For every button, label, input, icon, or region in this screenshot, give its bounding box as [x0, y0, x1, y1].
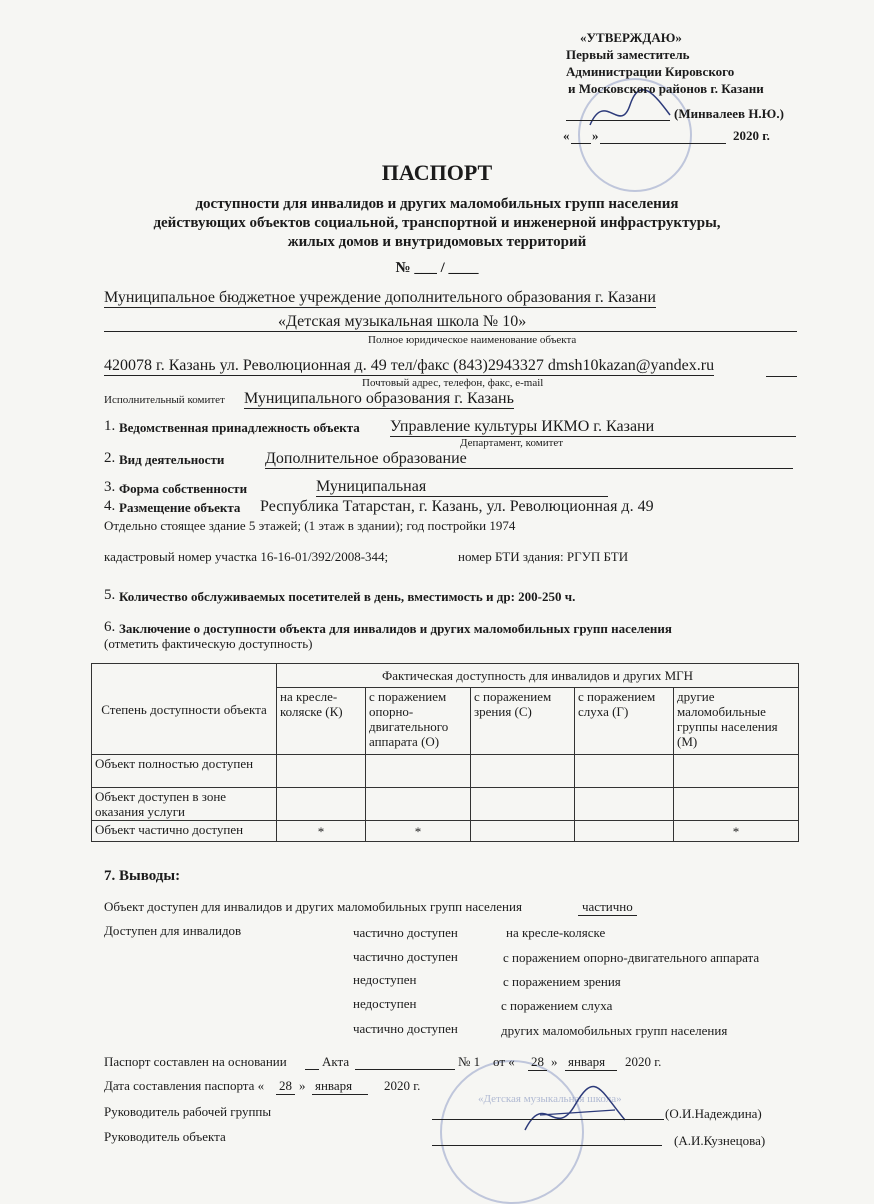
section-6-label: Заключение о доступности объекта для инвалидов и других маломобильных групп населения	[119, 621, 672, 636]
org-name-caption: Полное юридическое наименование объекта	[368, 334, 577, 346]
column-header-musculoskeletal: с поражением опорно-двигательного аппарата (О)	[366, 688, 471, 755]
table-cell	[575, 821, 674, 842]
compile-date-label: Дата составления паспорта «	[104, 1078, 265, 1093]
approval-position-1: Первый заместитель	[566, 47, 690, 62]
row-label: Объект доступен в зоне оказания услуги	[92, 788, 277, 821]
committee-label: Исполнительный комитет	[104, 394, 225, 406]
approval-position-2: Администрации Кировского	[566, 64, 735, 79]
passport-number: № ___ / ____	[395, 260, 479, 276]
object-head-label: Руководитель объекта	[104, 1129, 226, 1144]
section-2-rule	[265, 468, 793, 469]
basis-doc: Акта	[322, 1054, 350, 1069]
approval-date-quote-open: «	[563, 128, 570, 143]
basis-label: Паспорт составлен на основании	[104, 1054, 287, 1069]
basis-number: № 1	[458, 1054, 481, 1069]
table-corner-header: Степень доступности объекта	[92, 664, 277, 755]
subtitle-line-2: действующих объектов социальной, транспортной и инженерной инфраструктуры,	[153, 215, 721, 231]
row-label: Объект полностью доступен	[92, 755, 277, 788]
section-3-number: 3.	[104, 479, 116, 495]
group-head-label: Руководитель рабочей группы	[104, 1104, 272, 1119]
approval-title: «УТВЕРЖДАЮ»	[580, 30, 682, 45]
section-4-label: Размещение объекта	[119, 500, 241, 515]
org-address: 420078 г. Казань ул. Революционная д. 49 тел/факс (843)2943327 dmsh10kazan@yandex.ru	[104, 357, 715, 374]
column-header-vision: с поражением зрения (С)	[471, 688, 575, 755]
accessibility-table	[91, 663, 799, 842]
page-title: ПАСПОРТ	[381, 160, 493, 185]
section-3-rule	[316, 496, 608, 497]
column-header-other-groups: другие маломобильные группы населения (М)	[674, 688, 799, 755]
compile-date-year: 2020 г.	[384, 1078, 421, 1093]
section-4-detail: Отдельно стоящее здание 5 этажей; (1 этаж в здании); год постройки 1974	[104, 518, 516, 533]
conclusions-summary-label: Объект доступен для инвалидов и других маломобильных групп населения	[104, 899, 522, 914]
table-cell: *	[277, 821, 366, 842]
approval-month-line	[600, 143, 726, 144]
column-header-hearing: с поражением слуха (Г)	[575, 688, 674, 755]
table-row	[92, 755, 799, 788]
conclusion-group: с поражением зрения	[503, 974, 621, 989]
conclusion-group: на кресле-коляске	[506, 925, 606, 940]
org-name-line-2: «Детская музыкальная школа № 10»	[278, 313, 527, 330]
conclusion-status: недоступен	[353, 996, 417, 1011]
basis-month: января	[565, 1054, 617, 1071]
section-4-value: Республика Татарстан, г. Казань, ул. Революционная д. 49	[260, 498, 654, 515]
approval-year: 2020 г.	[733, 128, 770, 143]
table-row	[92, 821, 799, 842]
school-stamp-text: «Детская музыкальная школа»	[478, 1093, 622, 1105]
section-5-number: 5.	[104, 587, 116, 603]
conclusion-group: с поражением слуха	[501, 998, 613, 1013]
conclusion-group: с поражением опорно-двигательного аппарата	[503, 950, 760, 965]
compile-date-month: января	[312, 1078, 368, 1095]
group-head-signature-line	[432, 1119, 664, 1120]
basis-doc-rule	[355, 1069, 455, 1070]
basis-from: от «	[493, 1054, 515, 1069]
table-header-row	[92, 664, 799, 688]
table-cell	[674, 755, 799, 788]
conclusion-status: частично доступен	[353, 949, 458, 964]
conclusion-status: частично доступен	[353, 925, 458, 940]
table-cell	[575, 755, 674, 788]
section-1-label: Ведомственная принадлежность объекта	[119, 420, 360, 435]
footer-signature	[520, 1085, 630, 1145]
section-1-rule	[390, 436, 796, 437]
section-3-value: Муниципальная	[316, 478, 427, 495]
table-cell: *	[366, 821, 471, 842]
section-6-note: (отметить фактическую доступность)	[104, 636, 313, 651]
approval-date-quote-close: »	[592, 128, 599, 143]
org-name-line-2-rule	[104, 331, 797, 332]
conclusion-status: частично доступен	[353, 1021, 458, 1036]
committee-value: Муниципального образования г. Казань	[244, 390, 514, 407]
table-cell	[277, 755, 366, 788]
conclusions-summary-value: частично	[578, 899, 637, 916]
column-header-wheelchair: на кресле-коляске (К)	[277, 688, 366, 755]
row-label: Объект частично доступен	[92, 821, 277, 842]
table-group-header: Фактическая доступность для инвалидов и других МГН	[277, 664, 799, 688]
section-2-label: Вид деятельности	[119, 452, 225, 467]
disabled-access-label: Доступен для инвалидов	[104, 923, 242, 938]
approval-signature-line	[566, 120, 670, 121]
approval-day-line	[571, 143, 591, 144]
org-address-caption: Почтовый адрес, телефон, факс, e-mail	[362, 377, 544, 389]
basis-year: 2020 г.	[625, 1054, 662, 1069]
approval-position-3: и Московского районов г. Казани	[568, 81, 764, 96]
table-cell	[674, 788, 799, 821]
subtitle-line-1: доступности для инвалидов и других маломобильных групп населения	[195, 196, 679, 212]
table-cell	[575, 788, 674, 821]
org-address-rule-end	[766, 376, 797, 377]
table-cell	[471, 788, 575, 821]
section-6-number: 6.	[104, 619, 116, 635]
conclusion-status: недоступен	[353, 972, 417, 987]
section-2-value: Дополнительное образование	[265, 450, 467, 467]
table-cell	[471, 755, 575, 788]
table-cell	[366, 755, 471, 788]
cadastral-number: кадастровый номер участка 16-16-01/392/2008-344;	[104, 549, 389, 564]
approval-signer: (Минвалеев Н.Ю.)	[674, 106, 784, 121]
basis-close: »	[551, 1054, 558, 1069]
table-cell: *	[674, 821, 799, 842]
table-row	[92, 788, 799, 821]
section-2-number: 2.	[104, 450, 116, 466]
section-3-label: Форма собственности	[119, 481, 248, 496]
table-cell	[471, 821, 575, 842]
conclusions-title: 7. Выводы:	[104, 868, 181, 884]
subtitle-line-3: жилых домов и внутридомовых территорий	[287, 234, 587, 250]
basis-doc-rule-lead	[305, 1069, 319, 1070]
object-head-name: (А.И.Кузнецова)	[674, 1133, 766, 1148]
bti-number: номер БТИ здания: РГУП БТИ	[458, 549, 629, 564]
compile-date-close: »	[299, 1078, 306, 1093]
section-1-caption: Департамент, комитет	[460, 437, 564, 449]
section-4-number: 4.	[104, 498, 116, 514]
group-head-name: (О.И.Надеждина)	[665, 1106, 762, 1121]
section-1-value: Управление культуры ИКМО г. Казани	[390, 418, 655, 435]
section-1-number: 1.	[104, 418, 116, 434]
section-5-label: Количество обслуживаемых посетителей в день, вместимость и др: 200-250 ч.	[119, 589, 576, 604]
compile-date-day: 28	[276, 1078, 295, 1095]
table-cell	[277, 788, 366, 821]
table-cell	[366, 788, 471, 821]
conclusion-group: других маломобильных групп населения	[501, 1023, 728, 1038]
org-name-line-1: Муниципальное бюджетное учреждение дополнительного образования г. Казани	[104, 289, 656, 306]
basis-day: 28	[528, 1054, 547, 1071]
object-head-signature-line	[432, 1145, 662, 1146]
